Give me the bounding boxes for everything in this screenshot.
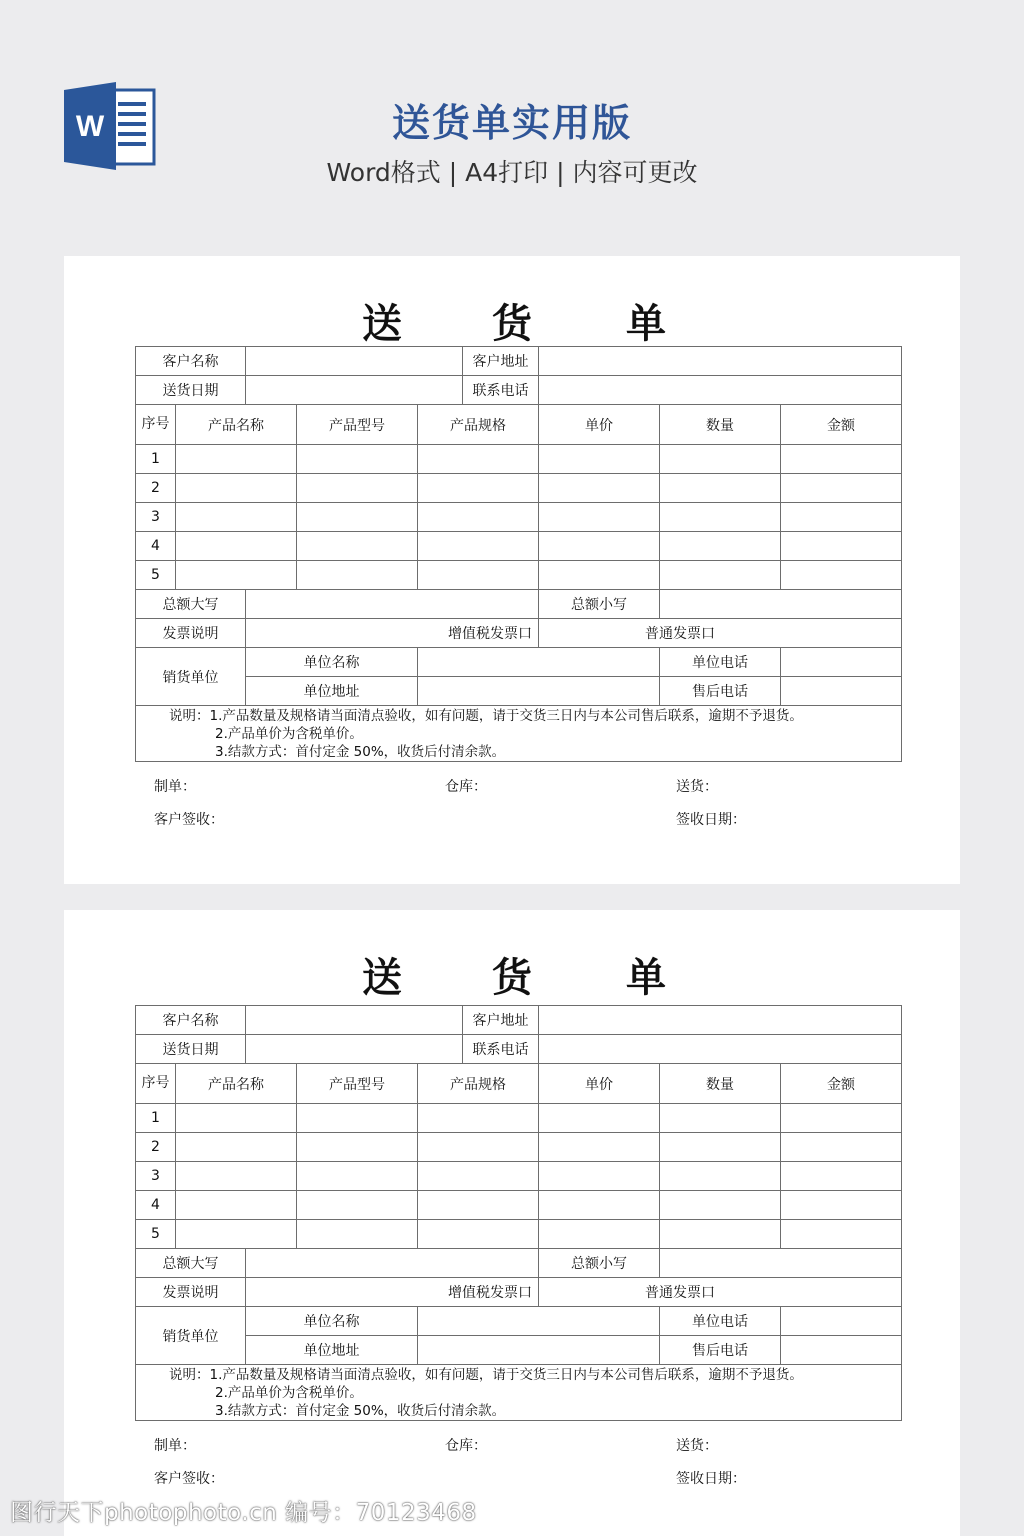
total-lower-field[interactable]	[660, 1249, 902, 1278]
col-amount: 金额	[781, 1064, 902, 1104]
contact-phone-field[interactable]	[539, 376, 902, 405]
customer-name-field[interactable]	[246, 347, 463, 376]
contact-phone-label: 联系电话	[463, 376, 539, 405]
watermark: 图行天下photophoto.cn 编号：70123468	[10, 1500, 477, 1526]
cell[interactable]	[539, 474, 660, 503]
doc-title: 送 货 单	[362, 955, 666, 1001]
cell[interactable]	[539, 1133, 660, 1162]
col-product-spec: 产品规格	[418, 405, 539, 445]
note-line: 说明：1.产品数量及规格请当面清点验收，如有问题，请于交货三日内与本公司售后联系，逾期不予退货。	[169, 707, 803, 724]
total-lower-field[interactable]	[660, 590, 902, 619]
cell[interactable]	[418, 561, 539, 590]
cell[interactable]	[297, 474, 418, 503]
cell[interactable]	[539, 1104, 660, 1133]
table-row	[136, 1162, 902, 1191]
cell[interactable]	[176, 503, 297, 532]
delivery-form-table	[135, 346, 902, 762]
unit-name-label: 单位名称	[246, 648, 418, 677]
page-subtitle: Word格式 | A4打印 | 内容可更改	[326, 158, 698, 187]
cell[interactable]	[539, 1220, 660, 1249]
cell[interactable]	[660, 1133, 781, 1162]
col-unit-price: 单价	[539, 405, 660, 445]
delivery-date-field[interactable]	[246, 376, 463, 405]
customer-sign: 客户签收：	[154, 812, 224, 828]
cell[interactable]	[418, 1220, 539, 1249]
cell[interactable]	[781, 1104, 902, 1133]
delivery-note-sheet	[64, 910, 960, 1536]
row-number: 5	[136, 561, 176, 590]
col-product-name: 产品名称	[176, 1064, 297, 1104]
cell[interactable]	[418, 1162, 539, 1191]
unit-address-label: 单位地址	[246, 677, 418, 706]
cell[interactable]	[781, 1220, 902, 1249]
customer-name-label: 客户名称	[136, 1006, 246, 1035]
normal-invoice-option[interactable]: 普通发票口	[539, 619, 902, 648]
total-upper-label: 总额大写	[136, 1249, 246, 1278]
cell[interactable]	[176, 1191, 297, 1220]
col-product-model: 产品型号	[297, 1064, 418, 1104]
cell[interactable]	[781, 474, 902, 503]
customer-name-field[interactable]	[246, 1006, 463, 1035]
delivery-signature: 送货：	[676, 1438, 718, 1454]
total-upper-label: 总额大写	[136, 590, 246, 619]
warehouse-signature: 仓库：	[445, 779, 487, 795]
sign-date: 签收日期：	[676, 812, 746, 828]
cell[interactable]	[418, 445, 539, 474]
cell[interactable]	[539, 532, 660, 561]
col-seq: 序号	[136, 1064, 176, 1104]
row-number: 3	[136, 503, 176, 532]
cell[interactable]	[418, 1133, 539, 1162]
cell[interactable]	[297, 503, 418, 532]
cell[interactable]	[297, 445, 418, 474]
invoice-label: 发票说明	[136, 1278, 246, 1307]
table-row	[136, 1191, 902, 1220]
contact-phone-label: 联系电话	[463, 1035, 539, 1064]
row-number: 2	[136, 474, 176, 503]
note-line: 2.产品单价为含税单价。	[215, 725, 363, 742]
total-upper-field[interactable]	[246, 1249, 539, 1278]
aftersale-phone-field[interactable]	[781, 677, 902, 706]
cell[interactable]	[176, 561, 297, 590]
cell[interactable]	[660, 532, 781, 561]
cell[interactable]	[781, 561, 902, 590]
unit-phone-field[interactable]	[781, 648, 902, 677]
col-product-name: 产品名称	[176, 405, 297, 445]
cell[interactable]	[297, 1191, 418, 1220]
unit-phone-label: 单位电话	[660, 648, 781, 677]
cell[interactable]	[781, 1162, 902, 1191]
row-number: 1	[136, 1104, 176, 1133]
invoice-label: 发票说明	[136, 619, 246, 648]
table-row	[136, 1220, 902, 1249]
delivery-date-label: 送货日期	[136, 1035, 246, 1064]
doc-title: 送 货 单	[362, 301, 666, 347]
cell[interactable]	[176, 1104, 297, 1133]
cell[interactable]	[297, 1220, 418, 1249]
unit-name-field[interactable]	[418, 1307, 660, 1336]
cell[interactable]	[418, 1104, 539, 1133]
table-row	[136, 532, 902, 561]
cell[interactable]	[176, 1220, 297, 1249]
customer-name-label: 客户名称	[136, 347, 246, 376]
total-lower-label: 总额小写	[539, 1249, 660, 1278]
cell[interactable]	[418, 532, 539, 561]
table-row	[136, 1104, 902, 1133]
delivery-date-field[interactable]	[246, 1035, 463, 1064]
note-line: 3.结款方式：首付定金 50%，收货后付清余款。	[215, 1402, 506, 1419]
total-lower-label: 总额小写	[539, 590, 660, 619]
note-line: 说明：1.产品数量及规格请当面清点验收，如有问题，请于交货三日内与本公司售后联系，逾期不予退货。	[169, 1366, 803, 1383]
table-row	[136, 1133, 902, 1162]
maker-signature: 制单：	[154, 1438, 196, 1454]
col-unit-price: 单价	[539, 1064, 660, 1104]
cell[interactable]	[660, 1162, 781, 1191]
cell[interactable]	[539, 445, 660, 474]
col-quantity: 数量	[660, 405, 781, 445]
normal-invoice-option[interactable]: 普通发票口	[539, 1278, 902, 1307]
customer-address-label: 客户地址	[463, 347, 539, 376]
table-row	[136, 445, 902, 474]
cell[interactable]	[781, 445, 902, 474]
cell[interactable]	[660, 1220, 781, 1249]
total-upper-field[interactable]	[246, 590, 539, 619]
notes	[136, 1365, 902, 1421]
cell[interactable]	[781, 1191, 902, 1220]
col-product-spec: 产品规格	[418, 1064, 539, 1104]
sign-date: 签收日期：	[676, 1471, 746, 1487]
contact-phone-field[interactable]	[539, 1035, 902, 1064]
unit-phone-label: 单位电话	[660, 1307, 781, 1336]
customer-sign: 客户签收：	[154, 1471, 224, 1487]
cell[interactable]	[176, 445, 297, 474]
warehouse-signature: 仓库：	[445, 1438, 487, 1454]
customer-address-label: 客户地址	[463, 1006, 539, 1035]
delivery-note-sheet	[64, 256, 960, 884]
cell[interactable]	[539, 1162, 660, 1191]
unit-name-label: 单位名称	[246, 1307, 418, 1336]
row-number: 4	[136, 532, 176, 561]
cell[interactable]	[176, 1162, 297, 1191]
svg-text:W: W	[75, 110, 105, 143]
table-row	[136, 474, 902, 503]
aftersale-phone-label: 售后电话	[660, 677, 781, 706]
cell[interactable]	[781, 532, 902, 561]
cell[interactable]	[660, 1191, 781, 1220]
cell[interactable]	[418, 474, 539, 503]
row-number: 1	[136, 445, 176, 474]
cell[interactable]	[781, 1133, 902, 1162]
col-quantity: 数量	[660, 1064, 781, 1104]
cell[interactable]	[176, 1133, 297, 1162]
cell[interactable]	[539, 1191, 660, 1220]
note-line: 3.结款方式：首付定金 50%，收货后付清余款。	[215, 743, 506, 760]
cell[interactable]	[297, 532, 418, 561]
cell[interactable]	[297, 1133, 418, 1162]
aftersale-phone-label: 售后电话	[660, 1336, 781, 1365]
row-number: 3	[136, 1162, 176, 1191]
unit-phone-field[interactable]	[781, 1307, 902, 1336]
unit-address-label: 单位地址	[246, 1336, 418, 1365]
unit-address-field[interactable]	[418, 677, 660, 706]
aftersale-phone-field[interactable]	[781, 1336, 902, 1365]
cell[interactable]	[539, 561, 660, 590]
row-number: 5	[136, 1220, 176, 1249]
note-line: 2.产品单价为含税单价。	[215, 1384, 363, 1401]
cell[interactable]	[660, 474, 781, 503]
cell[interactable]	[176, 474, 297, 503]
col-amount: 金额	[781, 405, 902, 445]
delivery-date-label: 送货日期	[136, 376, 246, 405]
table-row	[136, 503, 902, 532]
cell[interactable]	[539, 503, 660, 532]
cell[interactable]	[418, 1191, 539, 1220]
unit-address-field[interactable]	[418, 1336, 660, 1365]
col-product-model: 产品型号	[297, 405, 418, 445]
unit-name-field[interactable]	[418, 648, 660, 677]
delivery-signature: 送货：	[676, 779, 718, 795]
seller-label: 销货单位	[136, 648, 246, 706]
vat-invoice-option[interactable]: 增值税发票口	[246, 1278, 539, 1307]
cell[interactable]	[297, 561, 418, 590]
cell[interactable]	[660, 1104, 781, 1133]
seller-label: 销货单位	[136, 1307, 246, 1365]
customer-address-field[interactable]	[539, 347, 902, 376]
customer-address-field[interactable]	[539, 1006, 902, 1035]
vat-invoice-option[interactable]: 增值税发票口	[246, 619, 539, 648]
maker-signature: 制单：	[154, 779, 196, 795]
cell[interactable]	[660, 503, 781, 532]
row-number: 4	[136, 1191, 176, 1220]
row-number: 2	[136, 1133, 176, 1162]
cell[interactable]	[781, 503, 902, 532]
notes	[136, 706, 902, 762]
cell[interactable]	[176, 532, 297, 561]
col-seq: 序号	[136, 405, 176, 445]
cell[interactable]	[297, 1162, 418, 1191]
cell[interactable]	[660, 445, 781, 474]
table-row	[136, 561, 902, 590]
delivery-form-table	[135, 1005, 902, 1421]
cell[interactable]	[660, 561, 781, 590]
cell[interactable]	[418, 503, 539, 532]
cell[interactable]	[297, 1104, 418, 1133]
page-title: 送货单实用版	[391, 101, 632, 145]
